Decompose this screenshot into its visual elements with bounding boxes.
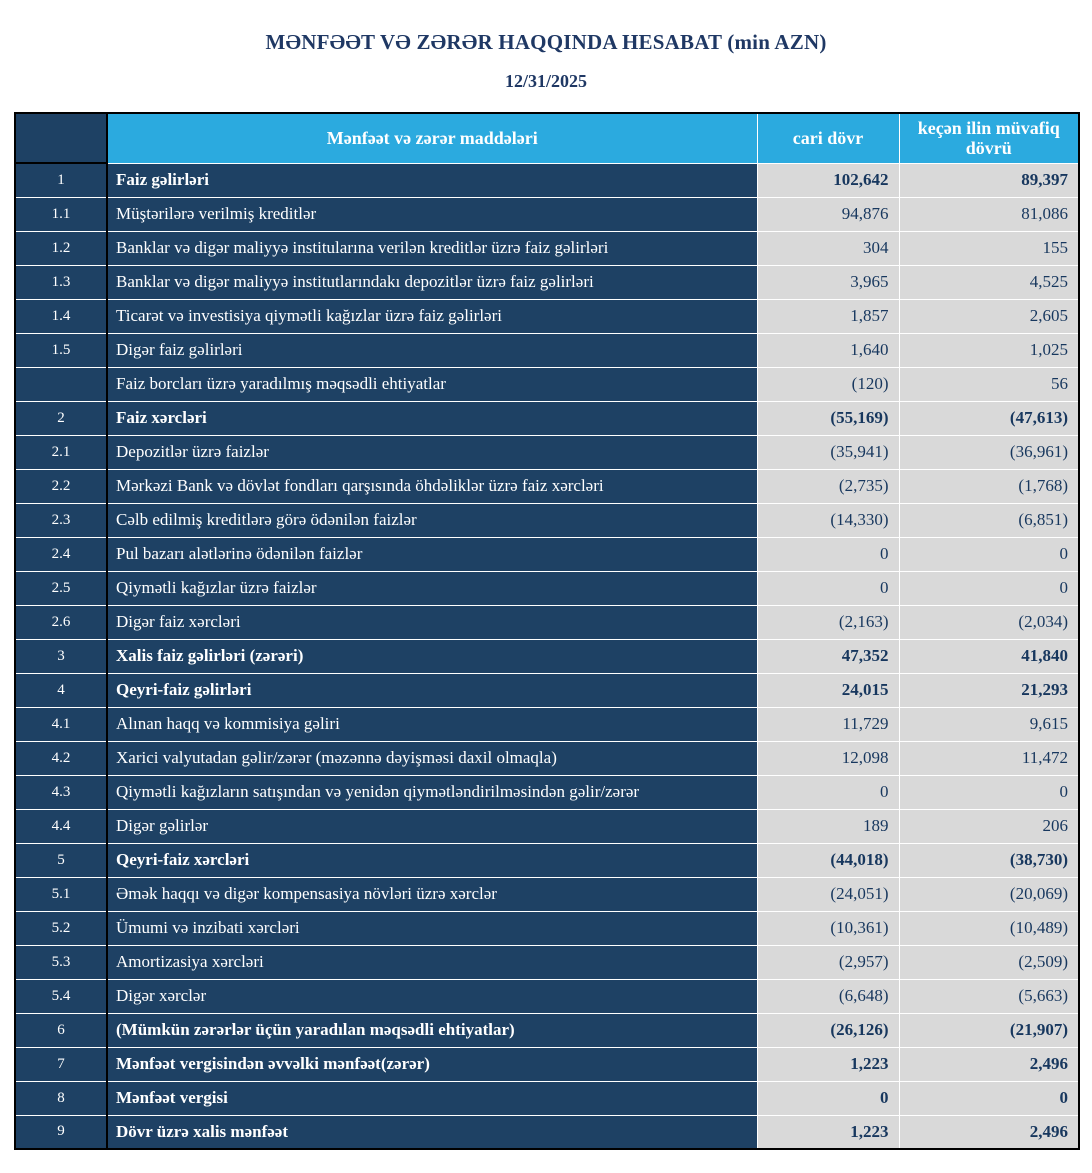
row-previous-value: (20,069) — [899, 877, 1079, 911]
table-row — [15, 265, 1079, 299]
row-label: Xarici valyutadan gəlir/zərər (məzənnə dəyişməsi daxil olmaqla) — [107, 741, 757, 775]
row-current-value: 0 — [757, 537, 899, 571]
row-number: 5.4 — [15, 979, 107, 1013]
row-current-value: 102,642 — [757, 163, 899, 197]
row-previous-value: (38,730) — [899, 843, 1079, 877]
row-previous-value: 0 — [899, 537, 1079, 571]
row-number: 3 — [15, 639, 107, 673]
row-label: Xalis faiz gəlirləri (zərəri) — [107, 639, 757, 673]
row-previous-value: 21,293 — [899, 673, 1079, 707]
row-number: 4.4 — [15, 809, 107, 843]
row-previous-value: 2,496 — [899, 1047, 1079, 1081]
row-current-value: (44,018) — [757, 843, 899, 877]
row-number: 8 — [15, 1081, 107, 1115]
row-previous-value: 4,525 — [899, 265, 1079, 299]
row-label: (Mümkün zərərlər üçün yaradılan məqsədli ehtiyatlar) — [107, 1013, 757, 1047]
table-row — [15, 197, 1079, 231]
row-previous-value: 2,605 — [899, 299, 1079, 333]
row-number: 2 — [15, 401, 107, 435]
row-current-value: (10,361) — [757, 911, 899, 945]
row-previous-value: 155 — [899, 231, 1079, 265]
row-previous-value: 1,025 — [899, 333, 1079, 367]
profit-loss-table — [14, 112, 1080, 1150]
row-current-value: (6,648) — [757, 979, 899, 1013]
row-number: 9 — [15, 1115, 107, 1149]
row-label: Digər xərclər — [107, 979, 757, 1013]
table-row — [15, 1081, 1079, 1115]
row-number: 4 — [15, 673, 107, 707]
row-current-value: (2,957) — [757, 945, 899, 979]
row-label: Faiz gəlirləri — [107, 163, 757, 197]
table-row — [15, 707, 1079, 741]
header-current-period: cari dövr — [757, 113, 899, 163]
row-current-value: 24,015 — [757, 673, 899, 707]
row-current-value: 1,640 — [757, 333, 899, 367]
row-current-value: 12,098 — [757, 741, 899, 775]
row-number: 2.4 — [15, 537, 107, 571]
row-number: 2.6 — [15, 605, 107, 639]
row-label: Mənfəət vergisi — [107, 1081, 757, 1115]
table-row — [15, 741, 1079, 775]
table-row — [15, 945, 1079, 979]
pl-table-body — [15, 163, 1079, 1149]
row-number: 2.5 — [15, 571, 107, 605]
row-number: 4.1 — [15, 707, 107, 741]
row-label: Banklar və digər maliyyə institularına verilən kreditlər üzrə faiz gəlirləri — [107, 231, 757, 265]
row-label: Faiz xərcləri — [107, 401, 757, 435]
table-row — [15, 333, 1079, 367]
table-row — [15, 979, 1079, 1013]
row-number: 1.1 — [15, 197, 107, 231]
row-previous-value: 56 — [899, 367, 1079, 401]
row-current-value: 189 — [757, 809, 899, 843]
table-row — [15, 775, 1079, 809]
table-row — [15, 503, 1079, 537]
row-current-value: (55,169) — [757, 401, 899, 435]
row-label: Dövr üzrə xalis mənfəət — [107, 1115, 757, 1149]
row-label: Faiz borcları üzrə yaradılmış məqsədli ehtiyatlar — [107, 367, 757, 401]
row-label: Cəlb edilmiş kreditlərə görə ödənilən faizlər — [107, 503, 757, 537]
row-number: 2.3 — [15, 503, 107, 537]
row-current-value: 1,857 — [757, 299, 899, 333]
row-previous-value: 2,496 — [899, 1115, 1079, 1149]
row-previous-value: 0 — [899, 775, 1079, 809]
row-previous-value: (1,768) — [899, 469, 1079, 503]
row-previous-value: 9,615 — [899, 707, 1079, 741]
row-previous-value: (10,489) — [899, 911, 1079, 945]
table-row — [15, 1047, 1079, 1081]
row-current-value: 304 — [757, 231, 899, 265]
table-row — [15, 469, 1079, 503]
row-current-value: 0 — [757, 775, 899, 809]
row-current-value: 1,223 — [757, 1047, 899, 1081]
row-number: 2.1 — [15, 435, 107, 469]
row-current-value: 47,352 — [757, 639, 899, 673]
table-row — [15, 639, 1079, 673]
table-row — [15, 435, 1079, 469]
row-current-value: (14,330) — [757, 503, 899, 537]
row-previous-value: 11,472 — [899, 741, 1079, 775]
row-label: Digər faiz gəlirləri — [107, 333, 757, 367]
row-label: Ümumi və inzibati xərcləri — [107, 911, 757, 945]
table-row — [15, 673, 1079, 707]
row-previous-value: 41,840 — [899, 639, 1079, 673]
row-current-value: 0 — [757, 571, 899, 605]
row-current-value: (24,051) — [757, 877, 899, 911]
row-number: 1.2 — [15, 231, 107, 265]
table-row — [15, 299, 1079, 333]
row-label: Alınan haqq və kommisiya gəliri — [107, 707, 757, 741]
table-row — [15, 843, 1079, 877]
row-previous-value: (2,509) — [899, 945, 1079, 979]
row-label: Digər faiz xərcləri — [107, 605, 757, 639]
row-previous-value: (21,907) — [899, 1013, 1079, 1047]
table-row — [15, 163, 1079, 197]
table-row — [15, 231, 1079, 265]
row-current-value: 3,965 — [757, 265, 899, 299]
table-row — [15, 367, 1079, 401]
row-current-value: (120) — [757, 367, 899, 401]
row-previous-value: 89,397 — [899, 163, 1079, 197]
row-label: Depozitlər üzrə faizlər — [107, 435, 757, 469]
report-date: 12/31/2025 — [504, 71, 587, 91]
row-label: Qiymətli kağızların satışından və yenidən qiymətləndirilməsindən gəlir/zərər — [107, 775, 757, 809]
row-number — [15, 367, 107, 401]
table-row — [15, 571, 1079, 605]
row-label: Müştərilərə verilmiş kreditlər — [107, 197, 757, 231]
header-previous-period: keçən ilin müvafiq dövrü — [899, 113, 1079, 163]
row-previous-value: (6,851) — [899, 503, 1079, 537]
row-current-value: 11,729 — [757, 707, 899, 741]
row-previous-value: 0 — [899, 1081, 1079, 1115]
row-number: 1.3 — [15, 265, 107, 299]
table-row — [15, 809, 1079, 843]
table-header — [15, 113, 1079, 163]
row-current-value: (2,735) — [757, 469, 899, 503]
row-number: 4.3 — [15, 775, 107, 809]
table-row — [15, 605, 1079, 639]
row-current-value: (35,941) — [757, 435, 899, 469]
row-current-value: (26,126) — [757, 1013, 899, 1047]
table-row — [15, 877, 1079, 911]
row-label: Qiymətli kağızlar üzrə faizlər — [107, 571, 757, 605]
row-number: 1 — [15, 163, 107, 197]
row-label: Digər gəlirlər — [107, 809, 757, 843]
table-row — [15, 1115, 1079, 1149]
row-label: Qeyri-faiz gəlirləri — [107, 673, 757, 707]
row-previous-value: 0 — [899, 571, 1079, 605]
row-previous-value: (47,613) — [899, 401, 1079, 435]
row-number: 6 — [15, 1013, 107, 1047]
row-number: 4.2 — [15, 741, 107, 775]
table-row — [15, 537, 1079, 571]
report-title: MƏNFƏƏT VƏ ZƏRƏR HAQQINDA HESABAT (min AZN) — [265, 30, 827, 54]
header-corner-cell — [15, 113, 107, 163]
row-label: Mənfəət vergisindən əvvəlki mənfəət(zərər) — [107, 1047, 757, 1081]
row-number: 1.4 — [15, 299, 107, 333]
row-previous-value: (2,034) — [899, 605, 1079, 639]
row-number: 5.3 — [15, 945, 107, 979]
header-items: Mənfəət və zərər maddələri — [107, 113, 757, 163]
row-number: 5 — [15, 843, 107, 877]
row-previous-value: (5,663) — [899, 979, 1079, 1013]
table-row — [15, 401, 1079, 435]
row-number: 5.2 — [15, 911, 107, 945]
table-row — [15, 911, 1079, 945]
row-current-value: 0 — [757, 1081, 899, 1115]
row-number: 7 — [15, 1047, 107, 1081]
row-previous-value: (36,961) — [899, 435, 1079, 469]
table-row — [15, 1013, 1079, 1047]
row-number: 2.2 — [15, 469, 107, 503]
row-label: Əmək haqqı və digər kompensasiya növləri üzrə xərclər — [107, 877, 757, 911]
row-current-value: 1,223 — [757, 1115, 899, 1149]
row-label: Banklar və digər maliyyə institutlarındakı depozitlər üzrə faiz gəlirləri — [107, 265, 757, 299]
row-label: Ticarət və investisiya qiymətli kağızlar üzrə faiz gəlirləri — [107, 299, 757, 333]
row-label: Mərkəzi Bank və dövlət fondları qarşısında öhdəliklər üzrə faiz xərcləri — [107, 469, 757, 503]
row-label: Amortizasiya xərcləri — [107, 945, 757, 979]
row-previous-value: 206 — [899, 809, 1079, 843]
row-current-value: (2,163) — [757, 605, 899, 639]
row-number: 1.5 — [15, 333, 107, 367]
row-current-value: 94,876 — [757, 197, 899, 231]
row-label: Pul bazarı alətlərinə ödənilən faizlər — [107, 537, 757, 571]
row-label: Qeyri-faiz xərcləri — [107, 843, 757, 877]
row-number: 5.1 — [15, 877, 107, 911]
row-previous-value: 81,086 — [899, 197, 1079, 231]
